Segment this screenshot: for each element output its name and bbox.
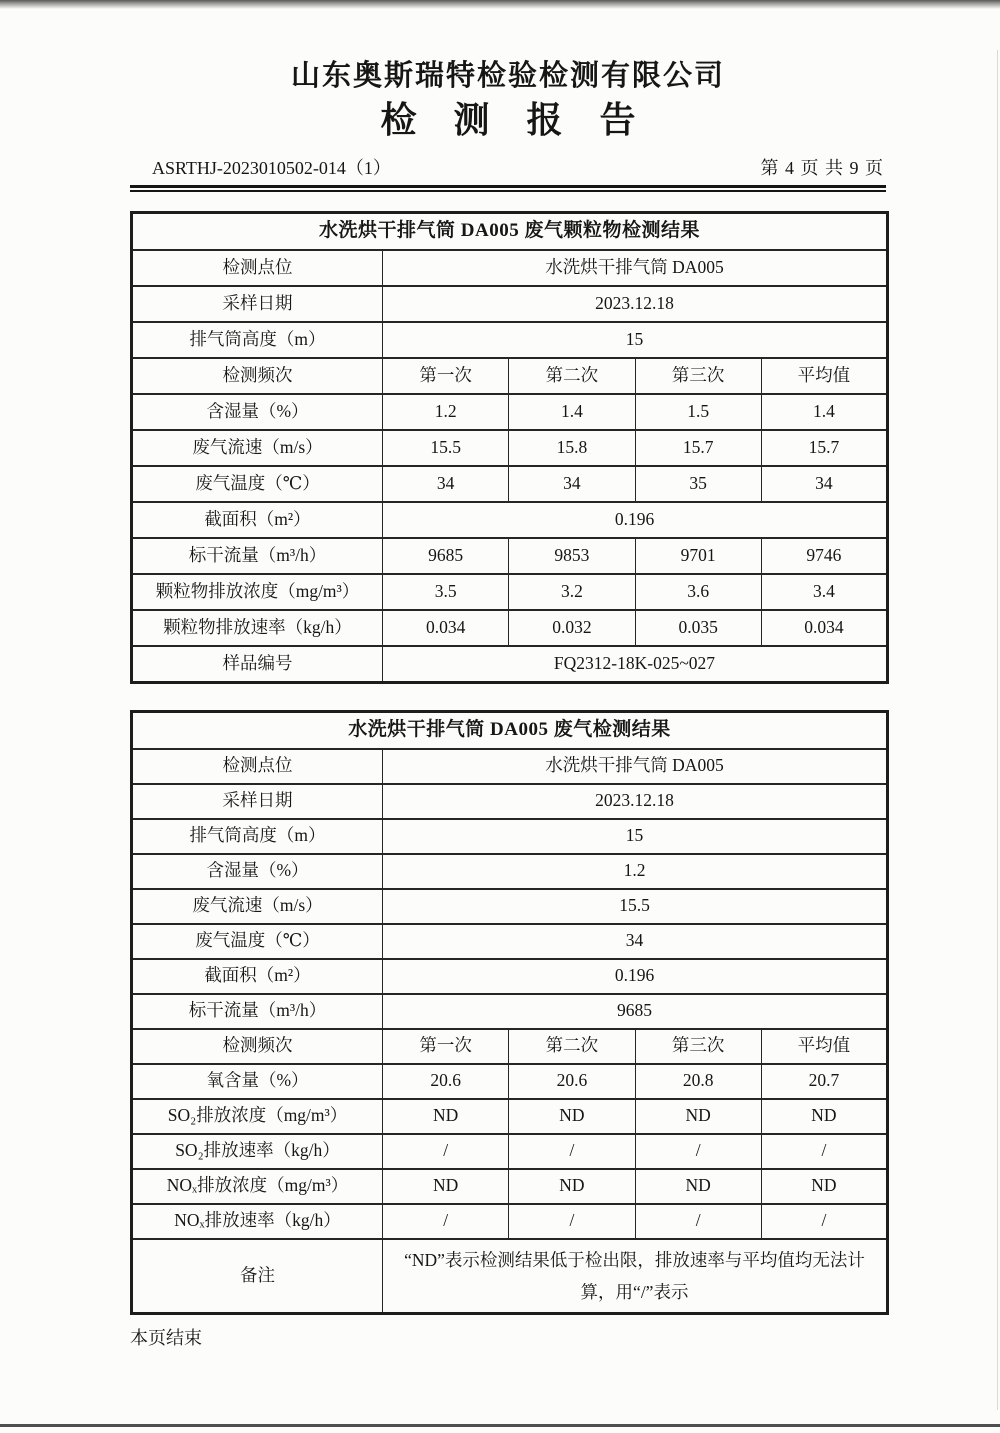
value-cell: 水洗烘干排气筒 DA005 bbox=[383, 250, 888, 286]
table-row bbox=[132, 646, 888, 683]
table-row bbox=[132, 749, 888, 784]
table-row bbox=[132, 1204, 888, 1239]
row-label-cell: 检测频次 bbox=[132, 358, 383, 394]
value-cell: 9685 bbox=[383, 538, 509, 574]
value-cell: 2023.12.18 bbox=[383, 784, 888, 819]
value-cell: 35 bbox=[635, 466, 761, 502]
row-label-cell: 采样日期 bbox=[132, 784, 383, 819]
row-label-cell: 标干流量（m³/h） bbox=[132, 538, 383, 574]
column-header-cell: 第一次 bbox=[383, 1029, 509, 1064]
table-row bbox=[132, 1064, 888, 1099]
value-cell: 0.196 bbox=[383, 959, 888, 994]
table-row bbox=[132, 286, 888, 322]
row-label-cell: NOₓ排放速率（kg/h） bbox=[132, 1204, 383, 1239]
value-cell: 0.196 bbox=[383, 502, 888, 538]
table-row bbox=[132, 610, 888, 646]
value-cell: 34 bbox=[761, 466, 887, 502]
particulate-matter-results-table bbox=[130, 211, 889, 684]
row-label-cell: 废气流速（m/s） bbox=[132, 430, 383, 466]
row-label-cell: 样品编号 bbox=[132, 646, 383, 683]
column-header-cell: 第二次 bbox=[509, 1029, 635, 1064]
header-divider-thick-line bbox=[130, 185, 886, 188]
value-cell: 1.4 bbox=[509, 394, 635, 430]
value-cell: 水洗烘干排气筒 DA005 bbox=[383, 749, 888, 784]
row-label-cell: 排气筒高度（m） bbox=[132, 322, 383, 358]
value-cell: / bbox=[509, 1134, 635, 1169]
row-label-cell: SO₂排放浓度（mg/m³） bbox=[132, 1099, 383, 1134]
value-cell: 3.2 bbox=[509, 574, 635, 610]
table-title-row bbox=[132, 212, 888, 250]
value-cell: 0.034 bbox=[761, 610, 887, 646]
table-row bbox=[132, 1134, 888, 1169]
value-cell: 15.5 bbox=[383, 430, 509, 466]
value-cell: ND bbox=[635, 1099, 761, 1134]
value-cell: 1.4 bbox=[761, 394, 887, 430]
table-row bbox=[132, 924, 888, 959]
row-label-cell: 检测频次 bbox=[132, 1029, 383, 1064]
row-label-cell: 截面积（m²） bbox=[132, 959, 383, 994]
value-cell: 1.2 bbox=[383, 854, 888, 889]
report-meta-row bbox=[130, 154, 886, 180]
table-row bbox=[132, 430, 888, 466]
row-label-cell: 排气筒高度（m） bbox=[132, 819, 383, 854]
row-label-cell: 含湿量（%） bbox=[132, 394, 383, 430]
row-label-cell: 检测点位 bbox=[132, 749, 383, 784]
value-cell: / bbox=[635, 1134, 761, 1169]
table-row bbox=[132, 1099, 888, 1134]
row-label-cell: 标干流量（m³/h） bbox=[132, 994, 383, 1029]
row-label-cell: 含湿量（%） bbox=[132, 854, 383, 889]
value-cell: 15.5 bbox=[383, 889, 888, 924]
report-number: ASRTHJ-2023010502-014（1） bbox=[152, 157, 391, 178]
page-content bbox=[130, 0, 886, 1350]
value-cell: ND bbox=[509, 1169, 635, 1204]
value-cell: / bbox=[761, 1134, 887, 1169]
company-name: 山东奥斯瑞特检验检测有限公司 bbox=[290, 60, 725, 92]
value-cell: ND bbox=[383, 1169, 509, 1204]
row-label-cell: 采样日期 bbox=[132, 286, 383, 322]
value-cell: 20.6 bbox=[509, 1064, 635, 1099]
report-title: 检 测 报 告 bbox=[380, 99, 650, 140]
table-row bbox=[132, 819, 888, 854]
value-cell: ND bbox=[509, 1099, 635, 1134]
page-number-info: 第 4 页 共 9 页 bbox=[760, 157, 884, 178]
value-cell: 34 bbox=[509, 466, 635, 502]
table-row bbox=[132, 322, 888, 358]
table-row bbox=[132, 574, 888, 610]
table-row bbox=[132, 784, 888, 819]
value-cell: / bbox=[761, 1204, 887, 1239]
value-cell: 15 bbox=[383, 819, 888, 854]
row-label-cell: NOₓ排放浓度（mg/m³） bbox=[132, 1169, 383, 1204]
value-cell: 0.034 bbox=[383, 610, 509, 646]
value-cell: 34 bbox=[383, 924, 888, 959]
table-title: 水洗烘干排气筒 DA005 废气颗粒物检测结果 bbox=[132, 212, 888, 250]
table-row bbox=[132, 358, 888, 394]
table-title-row bbox=[132, 711, 888, 749]
value-cell: / bbox=[383, 1134, 509, 1169]
column-header-cell: 第二次 bbox=[509, 358, 635, 394]
row-label-cell: 检测点位 bbox=[132, 250, 383, 286]
value-cell: 20.8 bbox=[635, 1064, 761, 1099]
value-cell: / bbox=[383, 1204, 509, 1239]
table-row bbox=[132, 394, 888, 430]
value-cell: 9853 bbox=[509, 538, 635, 574]
value-cell: 15 bbox=[383, 322, 888, 358]
remark-cell: “ND”表示检测结果低于检出限，排放速率与平均值均无法计算，用“/”表示 bbox=[383, 1239, 888, 1314]
table-title: 水洗烘干排气筒 DA005 废气检测结果 bbox=[132, 711, 888, 749]
value-cell: / bbox=[635, 1204, 761, 1239]
value-cell: 3.6 bbox=[635, 574, 761, 610]
table-row bbox=[132, 994, 888, 1029]
value-cell: FQ2312-18K-025~027 bbox=[383, 646, 888, 683]
table-row bbox=[132, 466, 888, 502]
value-cell: / bbox=[509, 1204, 635, 1239]
row-label-cell: 颗粒物排放速率（kg/h） bbox=[132, 610, 383, 646]
exhaust-gas-results-table bbox=[130, 710, 889, 1316]
table-row bbox=[132, 250, 888, 286]
value-cell: 1.5 bbox=[635, 394, 761, 430]
value-cell: 20.7 bbox=[761, 1064, 887, 1099]
row-label-cell: SO₂排放速率（kg/h） bbox=[132, 1134, 383, 1169]
value-cell: ND bbox=[383, 1099, 509, 1134]
row-label-cell: 备注 bbox=[132, 1239, 383, 1314]
row-label-cell: 截面积（m²） bbox=[132, 502, 383, 538]
table-row bbox=[132, 1029, 888, 1064]
value-cell: ND bbox=[635, 1169, 761, 1204]
row-label-cell: 废气温度（℃） bbox=[132, 466, 383, 502]
row-label-cell: 颗粒物排放浓度（mg/m³） bbox=[132, 574, 383, 610]
table-row bbox=[132, 538, 888, 574]
value-cell: 20.6 bbox=[383, 1064, 509, 1099]
value-cell: 15.7 bbox=[635, 430, 761, 466]
value-cell: 3.4 bbox=[761, 574, 887, 610]
value-cell: 2023.12.18 bbox=[383, 286, 888, 322]
value-cell: 3.5 bbox=[383, 574, 509, 610]
column-header-cell: 第三次 bbox=[635, 358, 761, 394]
row-label-cell: 废气温度（℃） bbox=[132, 924, 383, 959]
scan-edge-right bbox=[997, 50, 998, 1410]
value-cell: 9746 bbox=[761, 538, 887, 574]
row-label-cell: 氧含量（%） bbox=[132, 1064, 383, 1099]
table-row bbox=[132, 502, 888, 538]
column-header-cell: 第一次 bbox=[383, 358, 509, 394]
end-of-page-note: 本页结束 bbox=[130, 1328, 202, 1349]
value-cell: 15.8 bbox=[509, 430, 635, 466]
table-row bbox=[132, 959, 888, 994]
header-divider-thin-line bbox=[130, 190, 886, 192]
header-divider bbox=[130, 185, 886, 192]
value-cell: 34 bbox=[383, 466, 509, 502]
column-header-cell: 平均值 bbox=[761, 1029, 887, 1064]
value-cell: ND bbox=[761, 1169, 887, 1204]
value-cell: 1.2 bbox=[383, 394, 509, 430]
value-cell: 9685 bbox=[383, 994, 888, 1029]
table-row bbox=[132, 1169, 888, 1204]
value-cell: ND bbox=[761, 1099, 887, 1134]
table-row bbox=[132, 1239, 888, 1314]
scan-edge-bottom bbox=[0, 1424, 1000, 1427]
row-label-cell: 废气流速（m/s） bbox=[132, 889, 383, 924]
column-header-cell: 第三次 bbox=[635, 1029, 761, 1064]
value-cell: 0.035 bbox=[635, 610, 761, 646]
table-row bbox=[132, 889, 888, 924]
column-header-cell: 平均值 bbox=[761, 358, 887, 394]
table-row bbox=[132, 854, 888, 889]
value-cell: 15.7 bbox=[761, 430, 887, 466]
value-cell: 0.032 bbox=[509, 610, 635, 646]
value-cell: 9701 bbox=[635, 538, 761, 574]
